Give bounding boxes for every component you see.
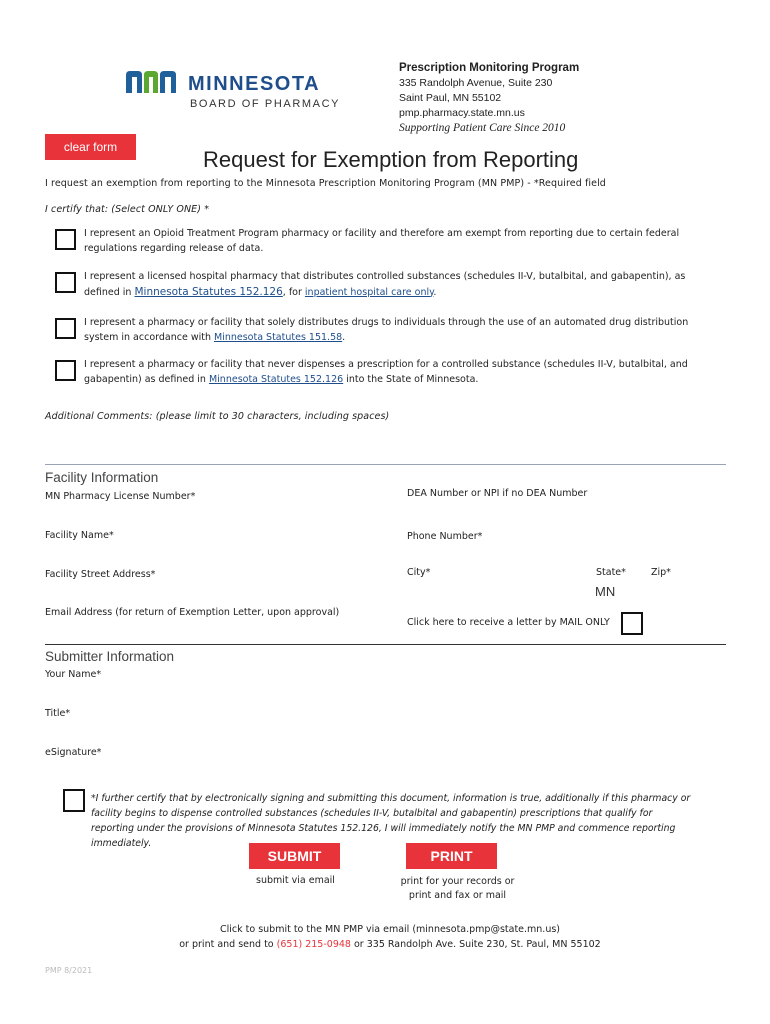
submit-caption: submit via email bbox=[256, 875, 335, 886]
submitter-section-title: Submitter Information bbox=[45, 649, 175, 664]
version-label: PMP 8/2021 bbox=[45, 966, 93, 975]
print-caption-line-2: print and fax or mail bbox=[408, 890, 507, 901]
phone-input[interactable] bbox=[407, 543, 725, 565]
dea-label: DEA Number or NPI if no DEA Number bbox=[407, 488, 588, 499]
phone-label: Phone Number* bbox=[407, 531, 483, 542]
program-website[interactable]: pmp.pharmacy.state.mn.us bbox=[399, 107, 525, 119]
state-input[interactable]: MN bbox=[595, 584, 616, 599]
option-2-label-pre: I represent a licensed hospital pharmacy that distributes controlled substances (schedules II-V, butalbital, and gabapentin), as defined in bbox=[84, 271, 686, 298]
zip-label: Zip* bbox=[651, 567, 671, 578]
option-2-text bbox=[84, 270, 694, 300]
state-label: State* bbox=[596, 567, 626, 578]
license-label: MN Pharmacy License Number* bbox=[45, 491, 196, 502]
mn-logo bbox=[124, 67, 354, 117]
your-name-input[interactable] bbox=[45, 682, 725, 704]
comments-input[interactable] bbox=[45, 426, 725, 456]
title-label: Title* bbox=[45, 708, 71, 719]
option-3-label-pre: I represent a pharmacy or facility that solely distributes drugs to individuals through the use of an automated drug distribution system in accordance with bbox=[84, 317, 689, 343]
program-address-2: Saint Paul, MN 55102 bbox=[399, 92, 502, 104]
submitter-divider bbox=[45, 644, 726, 645]
submit-button[interactable]: SUBMIT bbox=[249, 843, 340, 869]
print-caption bbox=[395, 875, 520, 903]
option-4-text bbox=[84, 358, 694, 387]
program-title: Prescription Monitoring Program bbox=[399, 62, 580, 74]
option-4-label-end: into the State of Minnesota. bbox=[343, 373, 479, 385]
option-2-inpatient-link[interactable]: inpatient hospital care only bbox=[304, 286, 434, 298]
facility-name-input[interactable] bbox=[45, 542, 385, 564]
option-3-text bbox=[84, 316, 694, 345]
license-input[interactable] bbox=[45, 503, 385, 525]
mail-only-label: Click here to receive a letter by MAIL ONLY bbox=[407, 617, 610, 628]
city-label: City* bbox=[407, 567, 431, 578]
program-address-1: 335 Randolph Avenue, Suite 230 bbox=[399, 77, 553, 89]
footer-line-2 bbox=[150, 938, 630, 953]
street-input[interactable] bbox=[45, 582, 385, 604]
intro-text: I request an exemption from reporting to the Minnesota Prescription Monitoring Program (MN PMP) - *Required field bbox=[45, 178, 606, 189]
option-4-statute-link[interactable]: Minnesota Statutes 152.126 bbox=[208, 373, 344, 385]
option-2-label-end: . bbox=[433, 286, 437, 298]
option-2-statute-link[interactable]: Minnesota Statutes 152.126 bbox=[134, 285, 283, 298]
comments-label: Additional Comments: (please limit to 30 characters, including spaces) bbox=[45, 411, 390, 422]
program-tagline: Supporting Patient Care Since 2010 bbox=[399, 122, 566, 134]
option-4-label-pre: I represent a pharmacy or facility that never dispenses a prescription for a controlled substance (schedules II-V, butalbital, and gabapentin) as defined in bbox=[84, 359, 688, 385]
esignature-label: eSignature* bbox=[45, 747, 102, 758]
title-input[interactable] bbox=[45, 721, 725, 743]
esignature-input[interactable] bbox=[45, 760, 725, 782]
logo-text: MINNESOTA bbox=[188, 73, 321, 95]
logo-subtext: BOARD OF PHARMACY bbox=[190, 98, 341, 110]
your-name-label: Your Name* bbox=[45, 669, 102, 680]
mn-logo-mark-icon bbox=[124, 69, 180, 95]
footer-line-1: Click to submit to the MN PMP via email (minnesota.pmp@state.mn.us) bbox=[219, 924, 561, 935]
email-input[interactable] bbox=[45, 620, 385, 642]
facility-name-label: Facility Name* bbox=[45, 530, 114, 541]
option-1-label: I represent an Opioid Treatment Program pharmacy or facility and therefore am exempt from reporting due to certain federal regulations regarding release of data. bbox=[84, 228, 680, 254]
final-certify-checkbox[interactable] bbox=[63, 789, 85, 812]
option-3-checkbox[interactable] bbox=[55, 318, 76, 339]
option-1-checkbox[interactable] bbox=[55, 229, 76, 250]
program-info bbox=[399, 61, 649, 136]
city-input[interactable] bbox=[407, 580, 587, 602]
facility-section-title: Facility Information bbox=[45, 470, 159, 485]
form-title: Request for Exemption from Reporting bbox=[203, 147, 579, 172]
final-certify-text: *I further certify that by electronically signing and submitting this document, information is true, additionally if this pharmacy or facility begins to dispense controlled substances (schedules II-V, butalbital and gabapentin) prescriptions that qualify for reporting under the provisions of Minnesota Statutes 152.126, I will immediately notify the MN PMP and commence reporting immediately. bbox=[91, 793, 691, 849]
print-caption-line-1: print for your records or bbox=[400, 876, 515, 887]
street-label: Facility Street Address* bbox=[45, 569, 156, 580]
mail-only-checkbox[interactable] bbox=[621, 612, 643, 635]
dea-input[interactable] bbox=[407, 500, 725, 522]
option-4-checkbox[interactable] bbox=[55, 360, 76, 381]
footer bbox=[150, 923, 630, 952]
email-label: Email Address (for return of Exemption Letter, upon approval) bbox=[45, 607, 340, 618]
clear-form-button[interactable]: clear form bbox=[45, 134, 136, 160]
zip-input[interactable] bbox=[650, 580, 725, 602]
option-3-label-end: . bbox=[342, 331, 346, 343]
footer-line-2-post: or 335 Randolph Ave. Suite 230, St. Paul, MN 55102 bbox=[350, 938, 601, 950]
certify-label: I certify that: (Select ONLY ONE) * bbox=[45, 204, 210, 215]
footer-line-2-pre: or print and send to bbox=[179, 938, 277, 950]
footer-phone: (651) 215-0948 bbox=[276, 938, 351, 950]
option-1-text bbox=[84, 227, 694, 256]
option-2-label-mid: , for bbox=[282, 286, 305, 298]
facility-divider bbox=[45, 464, 726, 465]
print-button[interactable]: PRINT bbox=[406, 843, 497, 869]
option-3-statute-link[interactable]: Minnesota Statutes 151.58 bbox=[214, 331, 343, 343]
option-2-checkbox[interactable] bbox=[55, 272, 76, 293]
